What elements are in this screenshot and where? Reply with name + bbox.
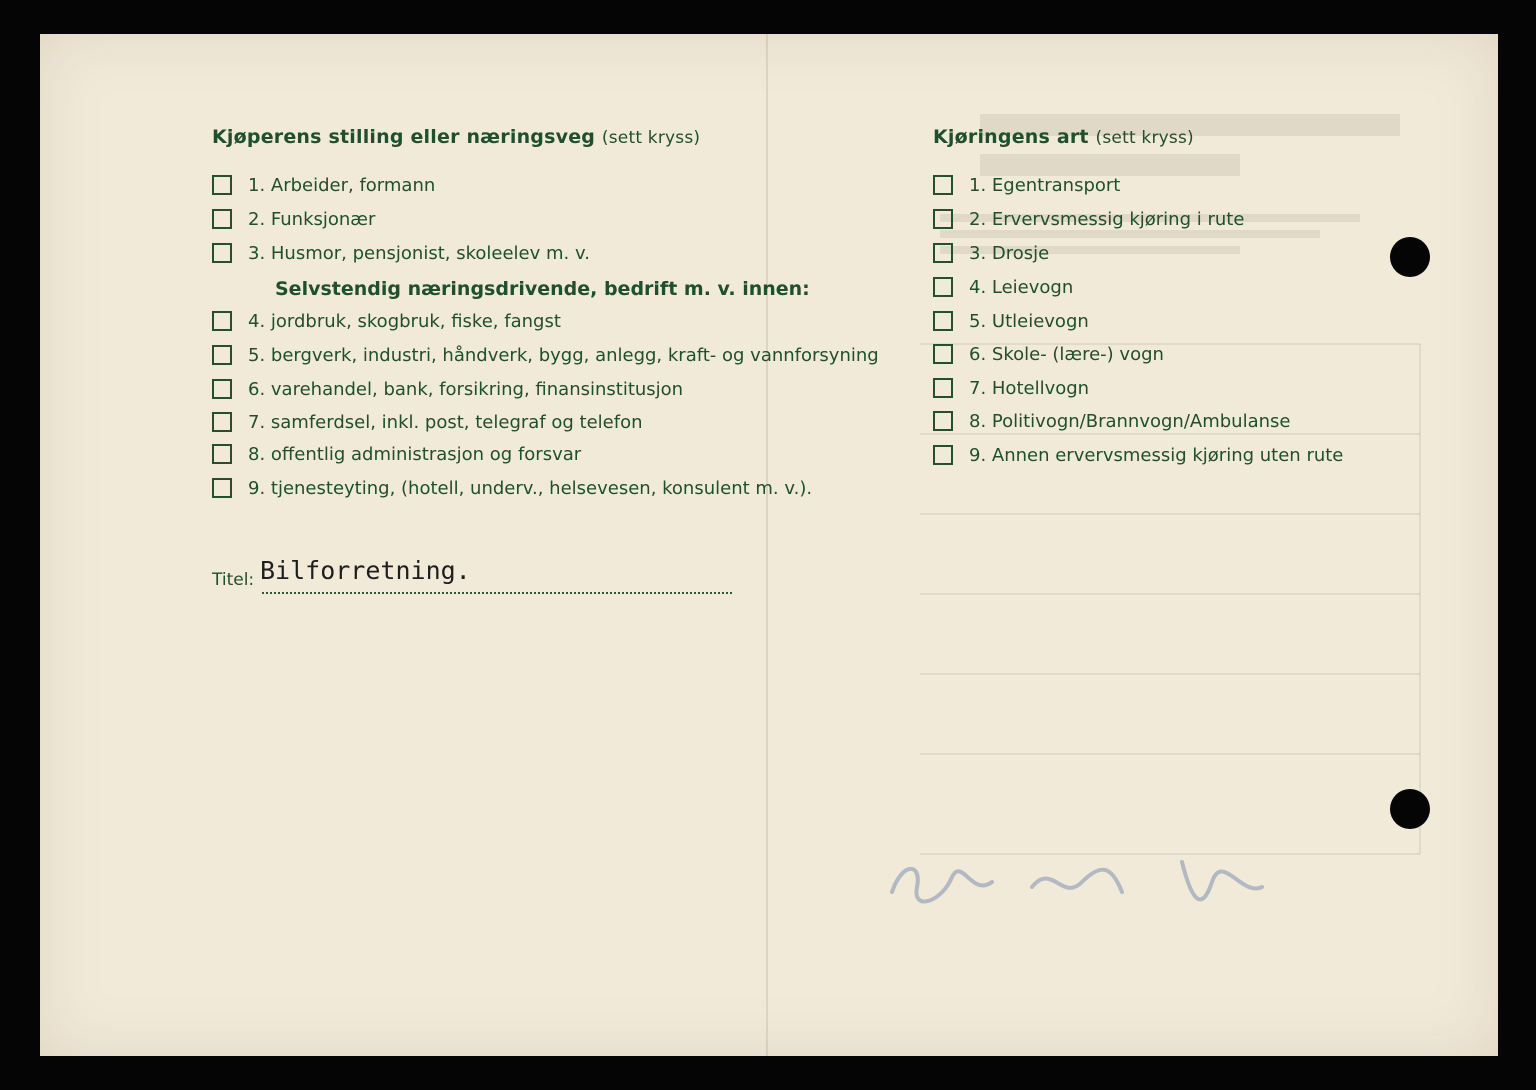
title-label: Titel: [212,570,255,590]
driving-label-7: 7. Hotellvogn [969,377,1090,399]
occupation-label-2: 2. Funksjonær [248,208,376,230]
driving-label-2: 2. Ervervsmessig kjøring i rute [969,208,1245,230]
driving-label-3: 3. Drosje [969,242,1050,264]
driving-option-8[interactable] [933,408,1290,434]
industry-label-5: 5. bergverk, industri, håndverk, bygg, anlegg, kraft- og vannforsyning [248,344,879,366]
industry-option-7[interactable] [212,409,643,435]
title-value[interactable]: Bilforretning. [260,556,471,585]
driving-option-3[interactable] [933,240,1049,266]
driving-checkbox-7[interactable] [933,378,953,398]
driving-type-heading [933,126,1194,148]
driving-type-title: Kjøringens art [933,126,1089,148]
driving-option-7[interactable] [933,375,1089,401]
occupation-checkbox-2[interactable] [212,209,232,229]
driving-label-9: 9. Annen ervervsmessig kjøring uten rute [969,444,1344,466]
driving-label-4: 4. Leievogn [969,276,1074,298]
occupation-option-2[interactable] [212,206,375,232]
industry-checkbox-4[interactable] [212,311,232,331]
occupation-label-3: 3. Husmor, pensjonist, skoleelev m. v. [248,242,590,264]
driving-option-9[interactable] [933,442,1343,468]
form-sheet [40,34,1498,1056]
occupation-label-1: 1. Arbeider, formann [248,174,436,196]
industry-checkbox-6[interactable] [212,379,232,399]
driving-checkbox-2[interactable] [933,209,953,229]
industry-option-4[interactable] [212,308,561,334]
occupation-option-3[interactable] [212,240,590,266]
driving-checkbox-1[interactable] [933,175,953,195]
signature-mark [882,842,1282,932]
driving-checkbox-8[interactable] [933,411,953,431]
occupation-checkbox-3[interactable] [212,243,232,263]
industry-option-9[interactable] [212,475,812,501]
paper-fold [766,34,768,1056]
industry-label-6: 6. varehandel, bank, forsikring, finansinstitusjon [248,378,684,400]
buyer-occupation-heading [212,126,700,148]
occupation-option-1[interactable] [212,172,435,198]
driving-checkbox-3[interactable] [933,243,953,263]
punch-hole-bottom [1390,789,1430,829]
driving-label-8: 8. Politivogn/Brannvogn/Ambulanse [969,410,1291,432]
title-dotted-line [262,592,732,594]
occupation-checkbox-1[interactable] [212,175,232,195]
industry-checkbox-9[interactable] [212,478,232,498]
driving-checkbox-5[interactable] [933,311,953,331]
driving-label-5: 5. Utleievogn [969,310,1089,332]
industry-checkbox-5[interactable] [212,345,232,365]
driving-option-6[interactable] [933,341,1164,367]
industry-checkbox-7[interactable] [212,412,232,432]
punch-hole-top [1390,237,1430,277]
industry-label-9: 9. tjenesteyting, (hotell, underv., helsevesen, konsulent m. v.). [248,477,813,499]
industry-label-7: 7. samferdsel, inkl. post, telegraf og telefon [248,411,643,433]
driving-checkbox-9[interactable] [933,445,953,465]
industry-label-8: 8. offentlig administrasjon og forsvar [248,443,582,465]
driving-checkbox-4[interactable] [933,277,953,297]
industry-checkbox-8[interactable] [212,444,232,464]
driving-option-5[interactable] [933,308,1089,334]
driving-option-4[interactable] [933,274,1073,300]
industry-option-5[interactable] [212,342,879,368]
driving-checkbox-6[interactable] [933,344,953,364]
driving-label-1: 1. Egentransport [969,174,1121,196]
industry-option-8[interactable] [212,441,581,467]
industry-option-6[interactable] [212,376,683,402]
buyer-occupation-title: Kjøperens stilling eller næringsveg [212,126,596,148]
driving-label-6: 6. Skole- (lære-) vogn [969,343,1164,365]
driving-option-1[interactable] [933,172,1120,198]
self-employed-subheading: Selvstendig næringsdrivende, bedrift m. v. innen: [275,278,810,300]
driving-option-2[interactable] [933,206,1244,232]
industry-label-4: 4. jordbruk, skogbruk, fiske, fangst [248,310,561,332]
buyer-occupation-note: (sett kryss) [601,128,701,148]
driving-type-note: (sett kryss) [1095,128,1194,148]
